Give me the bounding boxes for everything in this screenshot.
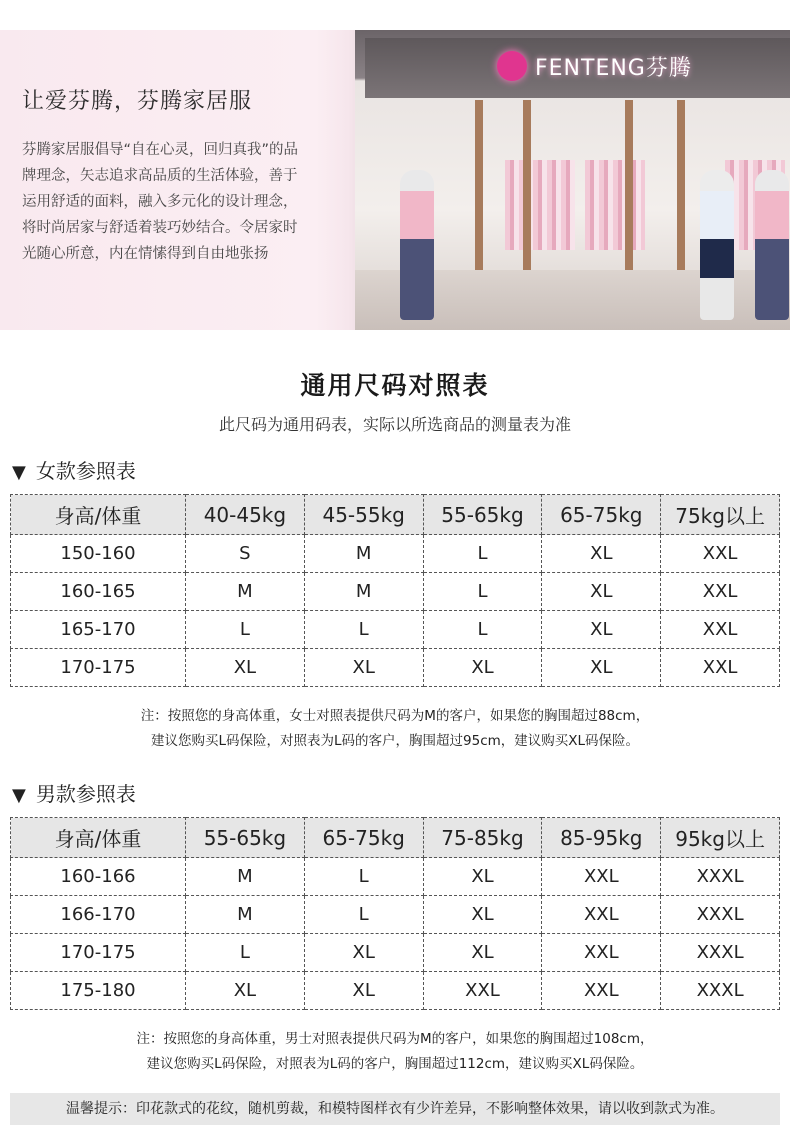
men-section-label: 男款参照表 <box>35 782 136 806</box>
mannequin <box>400 170 434 320</box>
table-header-cell: 55-65kg <box>186 818 305 858</box>
table-cell: XL <box>542 611 661 649</box>
table-cell: XXXL <box>661 934 780 972</box>
banner-description-line: 芬腾家居服倡导“自在心灵，回归真我”的品 <box>22 142 299 158</box>
women-size-note <box>0 704 790 754</box>
table-cell: XXXL <box>661 858 780 896</box>
clothing-rack <box>585 160 645 250</box>
table-cell: 170-175 <box>11 934 186 972</box>
table-header-cell: 45-55kg <box>304 495 423 535</box>
triangle-down-icon: ▼ <box>12 462 26 483</box>
table-cell: XL <box>423 896 542 934</box>
note-line: 建议您购买L码保险，对照表为L码的客户，胸围超过112cm，建议购买XL码保险。 <box>146 1056 644 1072</box>
table-header-cell: 身高/体重 <box>11 818 186 858</box>
page-title: 通用尺码对照表 <box>300 371 490 400</box>
table-row <box>11 535 780 573</box>
table-cell: 170-175 <box>11 649 186 687</box>
table-header-row <box>11 818 780 858</box>
table-cell: L <box>423 535 542 573</box>
clothing-rack <box>505 160 575 250</box>
table-cell: XXL <box>542 972 661 1010</box>
banner-description <box>22 137 362 267</box>
table-cell: XL <box>186 649 305 687</box>
table-header-cell: 85-95kg <box>542 818 661 858</box>
table-cell: XXL <box>661 535 780 573</box>
table-cell: XXL <box>661 611 780 649</box>
table-cell: XL <box>304 934 423 972</box>
table-cell: L <box>186 934 305 972</box>
fenteng-logo-icon <box>497 51 527 81</box>
table-cell: L <box>304 611 423 649</box>
note-line: 注：按照您的身高体重，女士对照表提供尺码为M的客户，如果您的胸围超过88cm， <box>140 708 650 724</box>
table-header-cell: 身高/体重 <box>11 495 186 535</box>
table-cell: XXL <box>661 573 780 611</box>
table-row <box>11 934 780 972</box>
table-cell: M <box>304 535 423 573</box>
table-cell: XL <box>304 972 423 1010</box>
store-sign-text: FENTENG芬腾 <box>535 56 692 81</box>
mannequin <box>700 170 734 320</box>
table-cell: XXL <box>542 858 661 896</box>
women-section-title <box>12 455 136 484</box>
table-cell: 160-165 <box>11 573 186 611</box>
table-cell: 165-170 <box>11 611 186 649</box>
men-section-title <box>12 778 136 807</box>
table-cell: XXL <box>661 649 780 687</box>
table-cell: XXL <box>542 896 661 934</box>
table-cell: XXXL <box>661 972 780 1010</box>
triangle-down-icon: ▼ <box>12 785 26 806</box>
store-photo <box>355 30 790 330</box>
table-cell: XL <box>304 649 423 687</box>
table-header-row <box>11 495 780 535</box>
table-cell: XXL <box>542 934 661 972</box>
table-cell: L <box>304 896 423 934</box>
table-cell: L <box>423 611 542 649</box>
note-line: 注：按照您的身高体重，男士对照表提供尺码为M的客户，如果您的胸围超过108cm， <box>136 1031 654 1047</box>
table-cell: M <box>186 573 305 611</box>
table-cell: XL <box>542 535 661 573</box>
table-cell: 150-160 <box>11 535 186 573</box>
men-size-table <box>10 817 780 1010</box>
note-line: 建议您购买L码保险，对照表为L码的客户，胸围超过95cm，建议购买XL码保险。 <box>150 733 640 749</box>
women-section-label: 女款参照表 <box>35 459 136 483</box>
women-size-table <box>10 494 780 687</box>
banner-description-line: 将时尚居家与舒适着装巧妙结合。令居家时 <box>22 220 298 236</box>
table-cell: L <box>186 611 305 649</box>
table-cell: 175-180 <box>11 972 186 1010</box>
mannequin <box>755 170 789 320</box>
table-cell: XL <box>186 972 305 1010</box>
table-row <box>11 573 780 611</box>
table-cell: 166-170 <box>11 896 186 934</box>
table-cell: L <box>304 858 423 896</box>
table-header-cell: 65-75kg <box>304 818 423 858</box>
table-cell: XL <box>423 649 542 687</box>
page-subtitle: 此尺码为通用码表，实际以所选商品的测量表为准 <box>218 415 571 434</box>
table-header-cell: 65-75kg <box>542 495 661 535</box>
banner-description-line: 运用舒适的面料，融入多元化的设计理念， <box>22 194 298 210</box>
table-cell: M <box>186 858 305 896</box>
table-header-cell: 40-45kg <box>186 495 305 535</box>
table-header-cell: 55-65kg <box>423 495 542 535</box>
brand-banner <box>0 30 790 330</box>
table-cell: XXXL <box>661 896 780 934</box>
banner-title: 让爱芬腾，芬腾家居服 <box>22 89 253 114</box>
table-cell: M <box>304 573 423 611</box>
table-header-cell: 75kg以上 <box>661 495 780 535</box>
table-header-cell: 75-85kg <box>423 818 542 858</box>
table-cell: XL <box>423 934 542 972</box>
table-cell: XL <box>423 858 542 896</box>
warm-tip: 温馨提示：印花款式的花纹，随机剪裁，和模特图样衣有少许差异，不影响整体效果，请以收到款式为准。 <box>10 1093 780 1125</box>
table-row <box>11 858 780 896</box>
table-cell: M <box>186 896 305 934</box>
table-row <box>11 896 780 934</box>
table-cell: 160-166 <box>11 858 186 896</box>
banner-text-block <box>22 84 362 267</box>
men-size-note <box>0 1027 790 1077</box>
table-cell: XL <box>542 573 661 611</box>
banner-description-line: 光随心所意，内在情愫得到自由地张扬 <box>22 246 269 262</box>
table-cell: L <box>423 573 542 611</box>
table-header-cell: 95kg以上 <box>661 818 780 858</box>
table-cell: S <box>186 535 305 573</box>
banner-description-line: 牌理念，矢志追求高品质的生活体验，善于 <box>22 168 298 184</box>
table-row <box>11 611 780 649</box>
table-cell: XXL <box>423 972 542 1010</box>
table-row <box>11 972 780 1010</box>
table-row <box>11 649 780 687</box>
table-cell: XL <box>542 649 661 687</box>
